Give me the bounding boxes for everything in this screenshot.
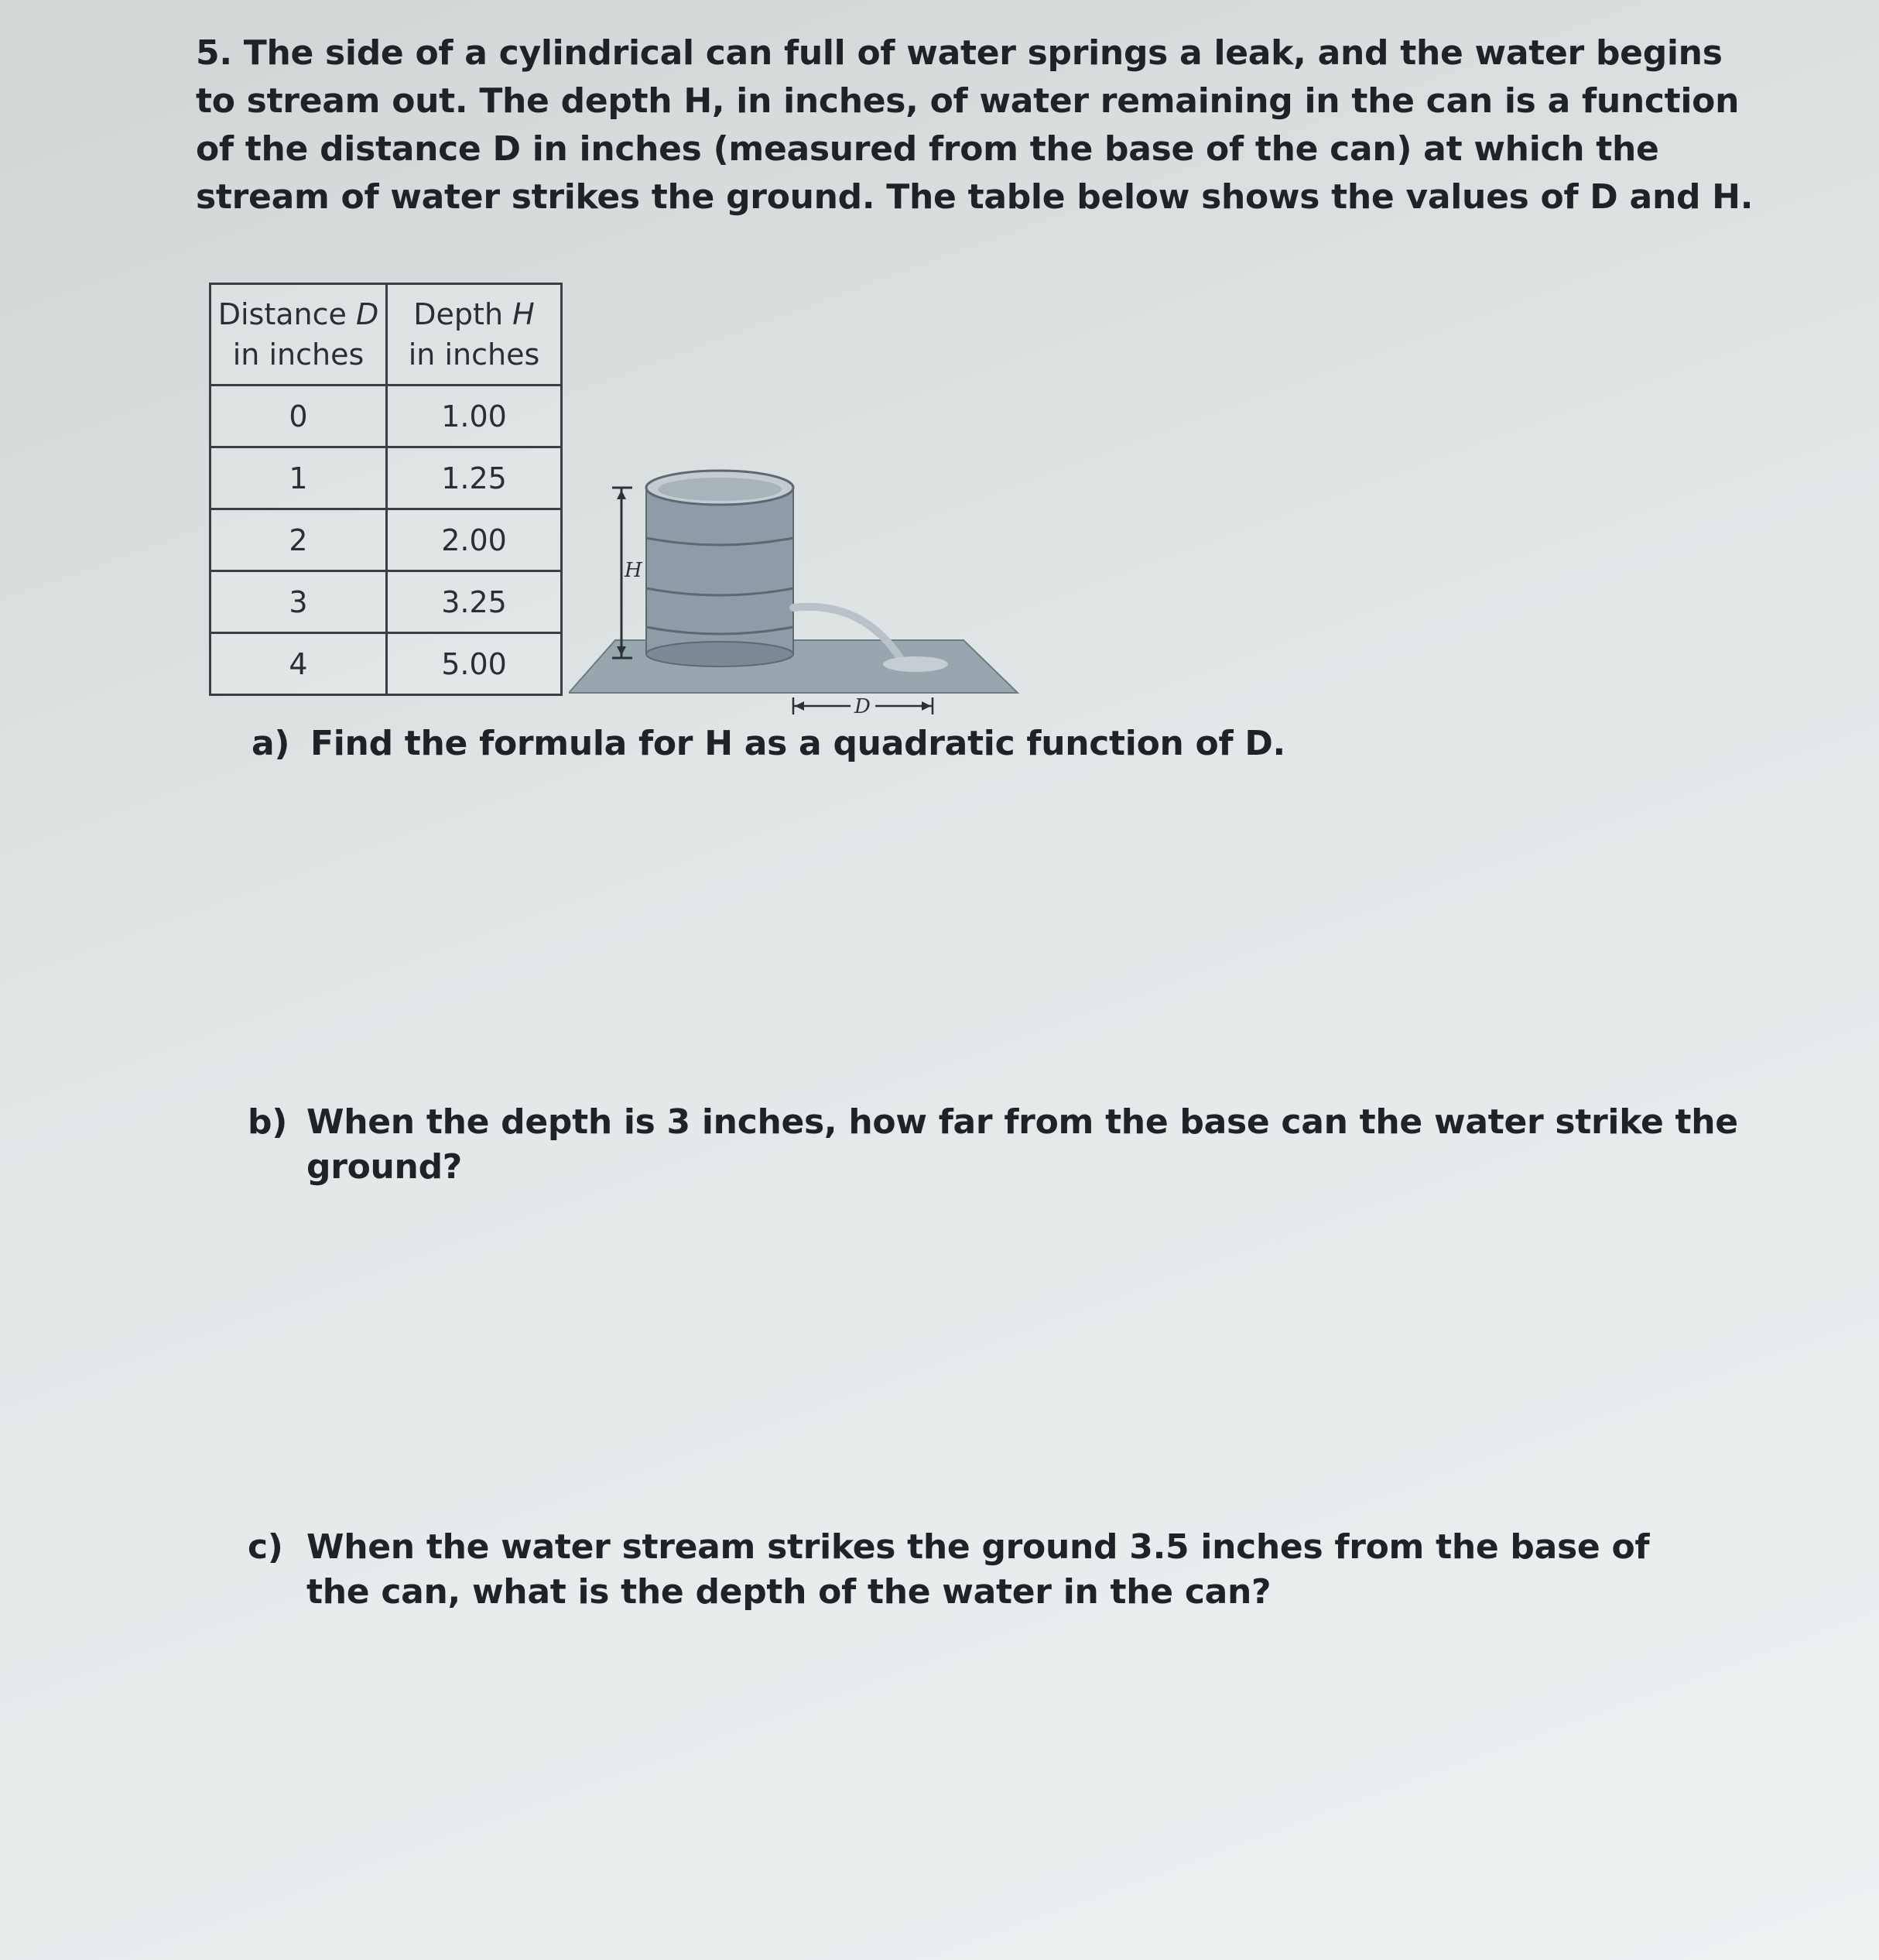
cell-distance: 3	[210, 571, 387, 633]
header-depth-var: H	[512, 297, 535, 331]
table-row	[210, 447, 562, 509]
header-depth-pre: Depth	[413, 297, 513, 331]
table-row	[210, 571, 562, 633]
header-distance-var: D	[355, 297, 379, 331]
question-a	[252, 721, 1412, 766]
header-distance-pre: Distance	[217, 297, 356, 331]
leaking-can-illustration	[569, 461, 1041, 728]
question-a-label: a)	[252, 724, 290, 763]
cell-depth: 2.00	[387, 509, 562, 571]
question-c-text: When the water stream strikes the ground 3.5 inches from the base of the can, what is the depth of the water in the can?	[306, 1527, 1650, 1612]
table-header-row	[210, 284, 562, 385]
distance-arrow-left	[795, 701, 804, 711]
cell-depth: 1.25	[387, 447, 562, 509]
question-b-text: When the depth is 3 inches, how far from the base can the water strike the ground?	[306, 1102, 1738, 1187]
height-arrow-up	[617, 490, 626, 499]
height-label: H	[625, 559, 642, 582]
distance-label: D	[854, 695, 871, 718]
question-b-label: b)	[248, 1102, 288, 1142]
table-row	[210, 633, 562, 695]
can-body	[646, 488, 793, 654]
cell-depth: 3.25	[387, 571, 562, 633]
water-splash	[883, 656, 948, 672]
can-opening	[658, 478, 782, 501]
question-b	[248, 1100, 1741, 1190]
question-c-label: c)	[248, 1527, 283, 1567]
question-a-text: Find the formula for H as a quadratic function of D.	[310, 724, 1285, 763]
table-row	[210, 385, 562, 447]
problem-text: 5. The side of a cylindrical can full of water springs a leak, and the water begins to stream out. The depth H, in inches, of water remaining in the can is a function of the distance D in inches (measured from the base of the can) at which the stream of water strikes the ground. The table below shows the values of D and H.	[196, 33, 1754, 217]
cell-depth: 5.00	[387, 633, 562, 695]
header-distance	[210, 284, 387, 385]
leaking-can-figure	[569, 461, 1041, 728]
header-depth	[387, 284, 562, 385]
table-row	[210, 509, 562, 571]
distance-arrow-right	[922, 701, 931, 711]
cell-distance: 2	[210, 509, 387, 571]
question-c	[248, 1525, 1718, 1615]
problem-statement	[196, 29, 1759, 221]
cell-distance: 1	[210, 447, 387, 509]
can-bottom	[646, 642, 793, 666]
data-table	[209, 283, 563, 696]
header-depth-post: in inches	[408, 338, 540, 372]
cell-depth: 1.00	[387, 385, 562, 447]
cell-distance: 0	[210, 385, 387, 447]
cell-distance: 4	[210, 633, 387, 695]
header-distance-post: in inches	[232, 338, 365, 372]
